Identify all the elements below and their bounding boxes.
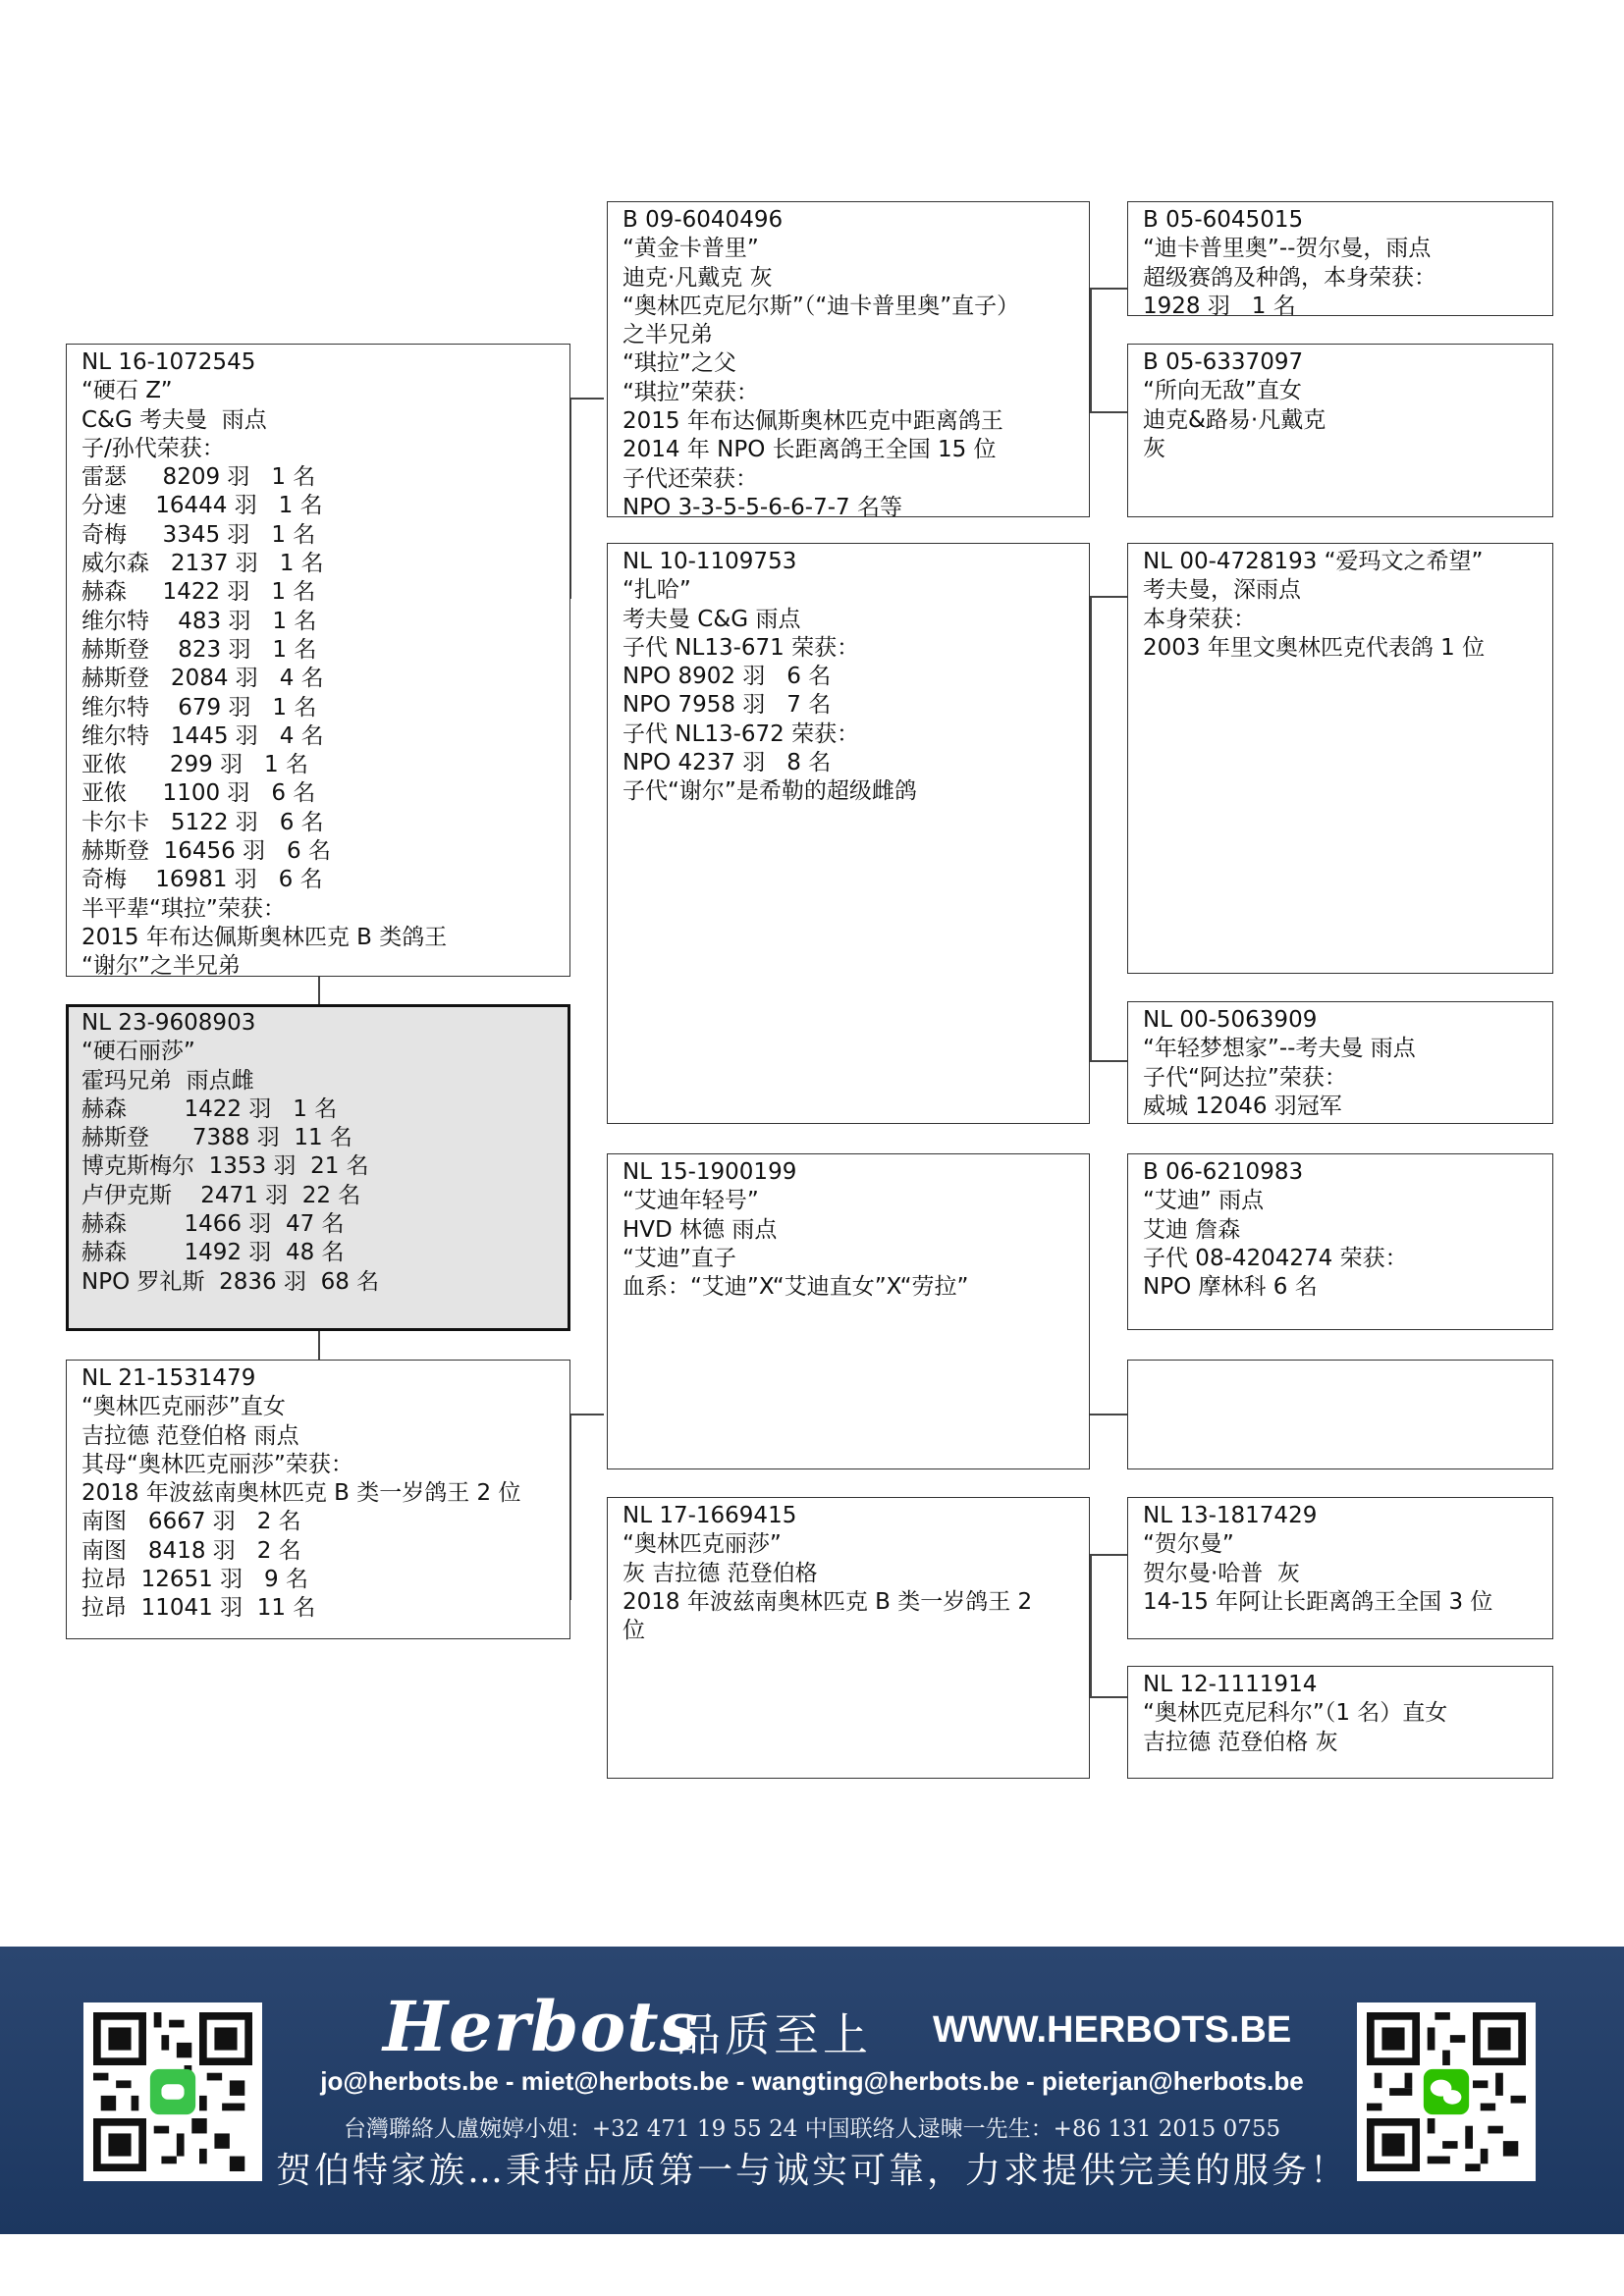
card-line: 迪克&路易·凡戴克 <box>1143 406 1326 433</box>
card-line: 2015 年布达佩斯奥林匹克中距离鸽王 <box>623 408 1003 435</box>
connector-subject-dam <box>318 1331 320 1360</box>
card-line: NPO 8902 羽 6 名 <box>623 664 832 690</box>
card-line: 霍玛兄弟 雨点雌 <box>81 1067 254 1094</box>
card-line: “艾迪” 雨点 <box>1143 1188 1265 1214</box>
ds-dam-card <box>1127 1360 1553 1469</box>
card-line: 卡尔卡 5122 羽 6 名 <box>81 809 324 835</box>
card-line: 威尔森 2137 羽 1 名 <box>81 551 324 577</box>
card-line: “硬石 Z” <box>81 378 173 404</box>
connector-dam-h <box>569 1414 604 1415</box>
ring-number: NL 00-5063909 <box>1143 1007 1318 1033</box>
card-line: 赫斯登 16456 羽 6 名 <box>81 838 331 865</box>
connector-dd-v <box>1090 1554 1092 1698</box>
card-line: 灰 吉拉德 范登伯格 <box>623 1560 818 1586</box>
dam-card <box>66 1360 570 1639</box>
card-line: 赫森 1422 羽 1 名 <box>81 1095 338 1122</box>
card-line: 灰 <box>1143 435 1165 461</box>
card-line: 血系：“艾迪”X“艾迪直女”X“劳拉” <box>623 1274 969 1301</box>
card-line: 超级赛鸽及种鸽，本身荣获： <box>1143 264 1436 291</box>
card-line: 南图 6667 羽 2 名 <box>81 1509 301 1535</box>
connector-ds-h <box>1090 1414 1127 1415</box>
card-line: 卢伊克斯 2471 羽 22 名 <box>81 1182 361 1208</box>
card-line: “年轻梦想家”--考夫曼 雨点 <box>1143 1036 1416 1062</box>
card-line: 子代 NL13-671 荣获： <box>623 634 860 661</box>
connector-ss-h2 <box>1090 411 1127 413</box>
qr-code-image <box>1367 2012 1526 2171</box>
card-line: “谢尔”之半兄弟 <box>81 953 241 977</box>
card-line: 子代“谢尔”是希勒的超级雌鸽 <box>623 778 917 805</box>
connector-subject-sire <box>318 977 320 1004</box>
card-line: 维尔特 483 羽 1 名 <box>81 608 317 634</box>
website-link[interactable]: WWW.HERBOTS.BE <box>933 2009 1292 2051</box>
card-line: NPO 7958 羽 7 名 <box>623 692 832 719</box>
card-line: “奥林匹克丽莎” <box>623 1531 782 1558</box>
card-line: “奥林匹克尼科尔”（1 名）直女 <box>1143 1700 1448 1727</box>
dd-dam-card <box>1127 1666 1553 1779</box>
connector-dd-h2 <box>1090 1696 1127 1698</box>
ring-number: NL 10-1109753 <box>623 549 797 574</box>
ring-number: NL 21-1531479 <box>81 1365 256 1391</box>
connector-sd-h2 <box>1090 1060 1127 1062</box>
card-line: 2018 年波兹南奥林匹克 B 类一岁鸽王 2 <box>623 1588 1033 1615</box>
ring-number: NL 00-4728193 “爱玛文之希望” <box>1143 549 1484 574</box>
sd-dam-card <box>1127 1001 1553 1124</box>
card-line: “奥林匹克尼尔斯”（“迪卡普里奥”直子） <box>623 293 1020 319</box>
card-line: HVD 林德 雨点 <box>623 1216 778 1243</box>
ring-number: NL 15-1900199 <box>623 1159 797 1185</box>
card-line: NPO 罗礼斯 2836 羽 68 名 <box>81 1268 380 1295</box>
card-line: “艾迪”直子 <box>623 1245 736 1271</box>
card-line: 亚侬 1100 羽 6 名 <box>81 780 316 807</box>
card-line: 2014 年 NPO 长距离鸽王全国 15 位 <box>623 437 997 463</box>
card-line: “琪拉”之父 <box>623 350 736 377</box>
card-line: 子代“阿达拉”荣获： <box>1143 1064 1347 1091</box>
card-line: 南图 8418 羽 2 名 <box>81 1537 301 1564</box>
card-line: 之半兄弟 <box>623 322 713 348</box>
card-line: 子代还荣获： <box>623 465 758 492</box>
card-line: 拉昂 11041 羽 11 名 <box>81 1595 316 1622</box>
sire-sire-card <box>607 201 1090 517</box>
card-line: 子代 NL13-672 荣获： <box>623 721 860 747</box>
card-line: 半平辈“琪拉”荣获： <box>81 895 286 922</box>
card-line: 赫斯登 2084 羽 4 名 <box>81 666 324 692</box>
card-line: 子代 08-4204274 荣获： <box>1143 1245 1408 1271</box>
ss-sire-card <box>1127 201 1553 316</box>
card-line: 博克斯梅尔 1353 羽 21 名 <box>81 1153 369 1180</box>
connector-sd-h1 <box>1090 596 1127 598</box>
card-line: C&G 考夫曼 雨点 <box>81 406 267 433</box>
card-line: NPO 3-3-5-5-6-6-7-7 名等 <box>623 494 902 517</box>
card-line: 1928 羽 1 名 <box>1143 293 1296 316</box>
footer-banner <box>0 1947 1624 2234</box>
card-line: 迪克·凡戴克 灰 <box>623 264 773 291</box>
card-line: “艾迪年轻号” <box>623 1188 759 1214</box>
card-line: 本身荣获： <box>1143 606 1256 632</box>
card-line: 子/孙代荣获： <box>81 435 225 461</box>
connector-sire-h <box>569 398 604 400</box>
card-line: 拉昂 12651 羽 9 名 <box>81 1567 308 1593</box>
ring-number: NL 16-1072545 <box>81 349 256 375</box>
ring-number: B 09-6040496 <box>623 207 784 233</box>
ring-number: NL 13-1817429 <box>1143 1503 1318 1528</box>
email-list[interactable]: jo@herbots.be - miet@herbots.be - wangting@herbots.be - pieterjan@herbots.be <box>320 2066 1304 2096</box>
card-line: 分速 16444 羽 1 名 <box>81 493 323 519</box>
card-line: 雷瑟 8209 羽 1 名 <box>81 464 316 491</box>
herbots-logo: Herbots <box>383 1986 699 2067</box>
card-line: “扎哈” <box>623 577 691 604</box>
connector-ss-v <box>1090 288 1092 413</box>
card-line: “硬石丽莎” <box>81 1039 195 1065</box>
ring-number: NL 17-1669415 <box>623 1503 797 1528</box>
card-line: 考夫曼 C&G 雨点 <box>623 606 801 632</box>
sire-card <box>66 344 570 977</box>
card-line: 奇梅 3345 羽 1 名 <box>81 521 316 548</box>
ring-number: B 05-6337097 <box>1143 349 1304 375</box>
ds-sire-card <box>1127 1153 1553 1330</box>
card-line: 位 <box>623 1618 645 1644</box>
ring-number: B 05-6045015 <box>1143 207 1304 233</box>
connector-ss-h1 <box>1090 288 1127 290</box>
card-line: 维尔特 679 羽 1 名 <box>81 694 317 721</box>
ring-number: B 06-6210983 <box>1143 1159 1304 1185</box>
dam-sire-card <box>607 1153 1090 1469</box>
card-line: 亚侬 299 羽 1 名 <box>81 752 308 778</box>
card-line: 艾迪 詹森 <box>1143 1216 1241 1243</box>
card-line: “黄金卡普里” <box>623 236 759 262</box>
card-line: 吉拉德 范登伯格 灰 <box>1143 1729 1338 1755</box>
slogan: 品质至上 <box>676 2008 872 2061</box>
dam-dam-card <box>607 1497 1090 1779</box>
card-line: 赫斯登 823 羽 1 名 <box>81 636 317 663</box>
card-line: “所向无敌”直女 <box>1143 378 1302 404</box>
card-line: 赫森 1422 羽 1 名 <box>81 579 316 606</box>
sire-dam-card <box>607 543 1090 1124</box>
card-line: 赫斯登 7388 羽 11 名 <box>81 1125 352 1151</box>
ring-number: NL 12-1111914 <box>1143 1672 1318 1697</box>
subject-card <box>66 1004 570 1331</box>
motto: 贺伯特家族…秉持品质第一与诚实可靠，力求提供完美的服务！ <box>275 2151 1348 2191</box>
card-line: 赫森 1466 羽 47 名 <box>81 1211 345 1238</box>
card-line: 威城 12046 羽冠军 <box>1143 1093 1342 1119</box>
qr-code-wechat[interactable] <box>1357 2002 1536 2181</box>
card-line: 奇梅 16981 羽 6 名 <box>81 867 323 893</box>
card-line: NPO 4237 羽 8 名 <box>623 750 832 776</box>
card-line: 赫森 1492 羽 48 名 <box>81 1240 345 1266</box>
contact-phones: 台灣聯絡人盧婉婷小姐：+32 471 19 55 24 中国联络人逯暕一先生：+86 131 2015 0755 <box>343 2116 1281 2142</box>
card-line: NPO 摩林科 6 名 <box>1143 1274 1318 1301</box>
card-line: 14-15 年阿让长距离鸽王全国 3 位 <box>1143 1588 1493 1615</box>
card-line: 吉拉德 范登伯格 雨点 <box>81 1422 299 1449</box>
card-line: 其母“奥林匹克丽莎”荣获： <box>81 1451 353 1477</box>
card-line: “奥林匹克丽莎”直女 <box>81 1394 286 1420</box>
connector-sd-v <box>1090 596 1092 1062</box>
dd-sire-card <box>1127 1497 1553 1639</box>
card-line: 2003 年里文奥林匹克代表鸽 1 位 <box>1143 634 1486 661</box>
card-line: “迪卡普里奥”--贺尔曼，雨点 <box>1143 236 1432 262</box>
ring-number: NL 23-9608903 <box>81 1010 256 1036</box>
card-line: 2015 年布达佩斯奥林匹克 B 类鸽王 <box>81 924 448 950</box>
card-line: “琪拉”荣获： <box>623 379 759 405</box>
card-line: 考夫曼，深雨点 <box>1143 577 1301 604</box>
sd-sire-card <box>1127 543 1553 974</box>
connector-dd-h1 <box>1090 1554 1127 1556</box>
brand-row <box>373 1986 1292 2067</box>
card-line: 贺尔曼·哈普 灰 <box>1143 1560 1300 1586</box>
card-line: “贺尔曼” <box>1143 1531 1234 1558</box>
card-line: 维尔特 1445 羽 4 名 <box>81 722 324 749</box>
ss-dam-card <box>1127 344 1553 517</box>
card-line: 2018 年波兹南奥林匹克 B 类一岁鸽王 2 位 <box>81 1480 521 1507</box>
